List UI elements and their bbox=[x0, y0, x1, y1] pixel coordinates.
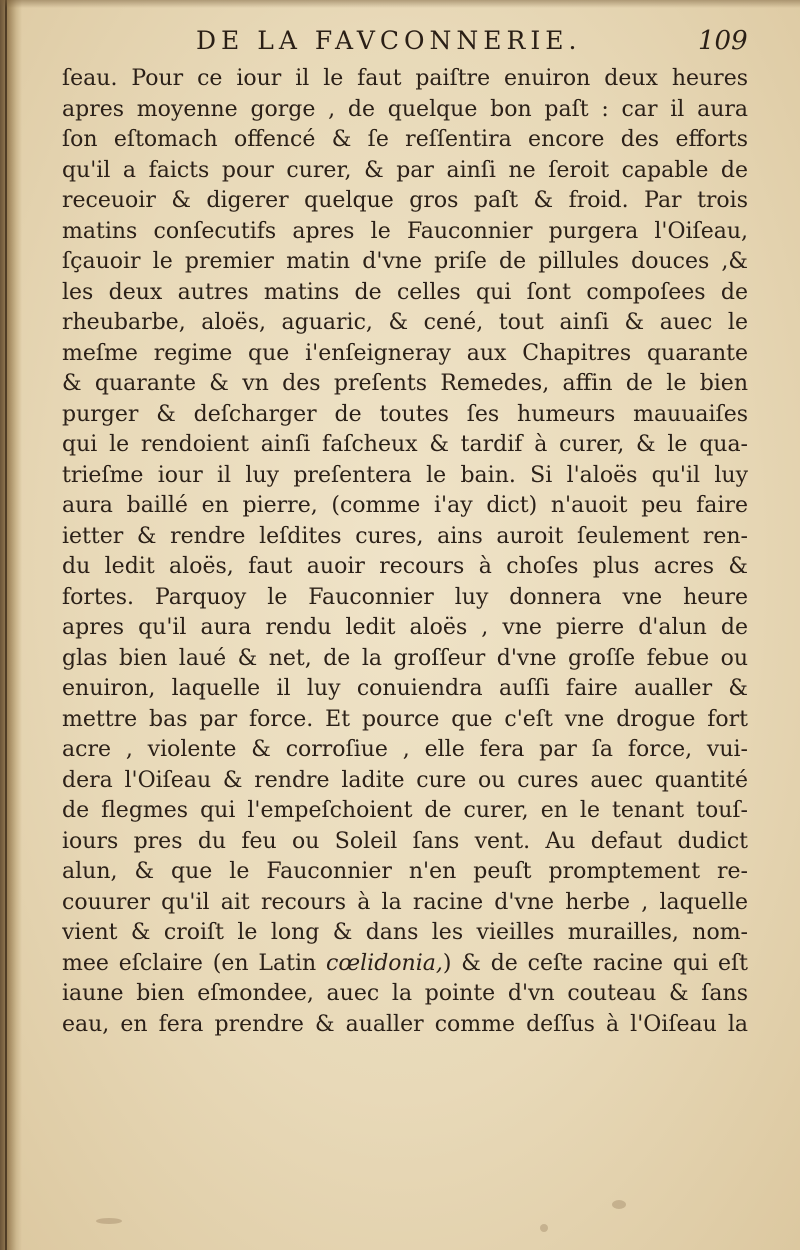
text-line-30 bbox=[62, 949, 748, 980]
text-line-23: acre , violente & corroſiue , elle fera par ſa force, vui- bbox=[62, 737, 748, 762]
text-line-16: ietter & rendre leſdites cures, ains auroit ſeulement ren- bbox=[62, 523, 748, 549]
binding-gutter bbox=[0, 0, 22, 1250]
text-line-1: ſeau. Pour ce iour il le faut paiſtre enuiron deux heures bbox=[62, 66, 748, 91]
body-text bbox=[62, 64, 748, 1040]
text-line-19: apres qu'il aura rendu ledit aloës , vne pierre d'alun de bbox=[62, 615, 748, 640]
text-line-26: iours pres du feu ou Soleil ſans vent. Au defaut dudict bbox=[62, 828, 748, 854]
text-line-2: apres moyenne gorge , de quelque bon paſt : car il aura bbox=[62, 96, 748, 122]
text-line-29: vient & croiſt le long & dans les vieilles murailles, nom- bbox=[62, 920, 748, 945]
binding-edge-line bbox=[5, 0, 7, 1250]
page-number: 109 bbox=[698, 26, 748, 56]
paper-speck bbox=[96, 1218, 122, 1224]
text-line-9: rheubarbe, aloës, aguaric, & cené, tout ainſi & auec le bbox=[62, 310, 748, 335]
text-line-6: matins conſecutifs apres le Fauconnier purgera l'Oiſeau, bbox=[62, 218, 748, 244]
running-title: DE LA FAVCONNERIE. bbox=[196, 26, 582, 55]
text-line-3: ſon eſtomach offencé & ſe reſſentira encore des efforts bbox=[62, 127, 748, 152]
text-line-21: enuiron, laquelle il luy conuiendra auſſi faire aualler & bbox=[62, 676, 748, 701]
text-line-28: couurer qu'il ait recours à la racine d'vne herbe , laquelle bbox=[62, 889, 748, 915]
text-line-8: les deux autres matins de celles qui ſont compoſees de bbox=[62, 279, 748, 305]
text-line-17: du ledit aloës, faut auoir recours à choſes plus acres & bbox=[62, 554, 748, 579]
text-line-13: qui le rendoient ainſi faſcheux & tardif à curer, & le qua- bbox=[62, 432, 748, 457]
paper-speck bbox=[612, 1200, 626, 1209]
text-line-4: qu'il a faicts pour curer, & par ainſi ne ſeroit capable de bbox=[62, 157, 748, 183]
text-line-18: fortes. Parquoy le Fauconnier luy donnera vne heure bbox=[62, 584, 748, 610]
text-line-25: de flegmes qui l'empeſchoient de curer, en le tenant touſ- bbox=[62, 798, 748, 823]
text-line-11: & quarante & vn des preſents Remedes, affin de le bien bbox=[62, 371, 748, 396]
text-line-27: alun, & que le Fauconnier n'en peuſt promptement re- bbox=[62, 859, 748, 884]
text-line-20: glas bien laué & net, de la groſſeur d'vne groſſe febue ou bbox=[62, 645, 748, 671]
text-line-31: iaune bien eſmondee, auec la pointe d'vn couteau & ſans bbox=[62, 981, 748, 1006]
latin-plant-name: cœlidonia, bbox=[326, 950, 443, 976]
text-line-7: ſçauoir le premier matin d'vne priſe de pillules douces ,& bbox=[62, 249, 748, 274]
page-top-shadow bbox=[0, 0, 800, 8]
text-line-24: dera l'Oiſeau & rendre ladite cure ou cures auec quantité bbox=[62, 767, 748, 793]
text-line-15: aura baillé en pierre, (comme i'ay dict) n'auoit peu faire bbox=[62, 493, 748, 518]
text-line-10: meſme regime que i'enſeigneray aux Chapitres quarante bbox=[62, 340, 748, 366]
text-line-12: purger & deſcharger de toutes ſes humeurs mauuaiſes bbox=[62, 401, 748, 427]
text-line-22: mettre bas par force. Et pource que c'eſt vne drogue fort bbox=[62, 706, 748, 732]
text-line-5: receuoir & digerer quelque gros paſt & froid. Par trois bbox=[62, 188, 748, 213]
text-line-14: trieſme iour il luy preſentera le bain. Si l'aloës qu'il luy bbox=[62, 462, 748, 488]
paper-speck bbox=[540, 1224, 548, 1232]
text-line-32: eau, en fera prendre & aualler comme deſſus à l'Oiſeau la bbox=[62, 1011, 748, 1037]
text-line-30-end: ) & de ceſte racine qui eſt bbox=[442, 950, 748, 976]
text-line-30-start: mee eſclaire (en Latin bbox=[62, 950, 317, 976]
